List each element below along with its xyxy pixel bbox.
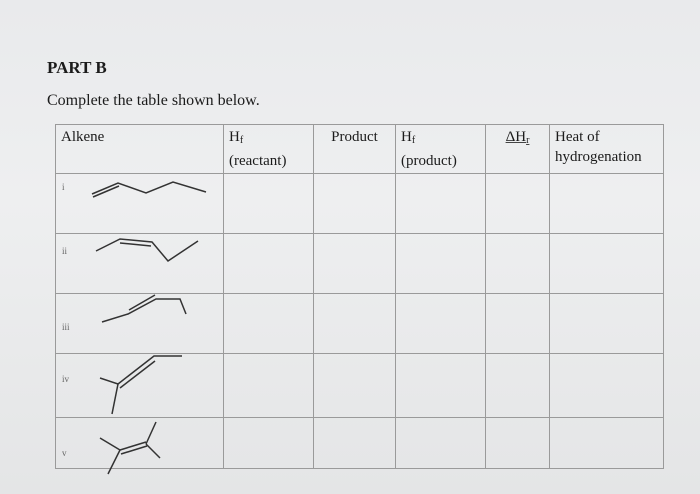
cell-delta-h[interactable] (486, 294, 550, 354)
cell-heat-of-hydrogenation[interactable] (550, 418, 664, 469)
cell-product[interactable] (314, 174, 396, 234)
alkene-structure-v (56, 418, 224, 478)
header-product (314, 125, 396, 174)
row-label: iv (62, 374, 70, 384)
table-row (56, 174, 664, 234)
alkene-table (55, 124, 664, 469)
alkene-structure-i (56, 174, 224, 234)
header-delta-h (486, 125, 550, 174)
cell-hf-reactant[interactable] (224, 174, 314, 234)
cell-product[interactable] (314, 418, 396, 469)
table-row (56, 234, 664, 294)
hf-symbol: H (401, 129, 412, 145)
cell-hf-reactant[interactable] (224, 418, 314, 469)
hf-product-note: (product) (401, 153, 457, 169)
cell-delta-h[interactable] (486, 234, 550, 294)
alkene-structure-ii (56, 234, 224, 294)
table-row (56, 354, 664, 418)
cell-product[interactable] (314, 294, 396, 354)
alkene-structure-iv (56, 354, 224, 418)
header-alkene-label: Alkene (61, 129, 105, 145)
cell-hf-product[interactable] (396, 354, 486, 418)
cell-hf-product[interactable] (396, 418, 486, 469)
hf-reactant-note: (reactant) (229, 153, 287, 169)
delta-h-subscript: r (526, 135, 530, 146)
cell-hf-product[interactable] (396, 294, 486, 354)
hf-symbol: H (229, 129, 240, 145)
alkene-cell-iii (56, 294, 224, 354)
row-label: iii (62, 322, 70, 332)
table-row (56, 294, 664, 354)
cell-delta-h[interactable] (486, 174, 550, 234)
cell-heat-of-hydrogenation[interactable] (550, 354, 664, 418)
cell-hf-product[interactable] (396, 234, 486, 294)
heat-line-2: hydrogenation (555, 149, 642, 165)
row-label: i (62, 182, 65, 192)
header-hf-reactant (224, 125, 314, 174)
hf-subscript: f (239, 135, 244, 146)
alkene-cell-iv (56, 354, 224, 418)
row-label: ii (62, 246, 68, 256)
row-label: v (62, 448, 67, 458)
cell-product[interactable] (314, 354, 396, 418)
header-alkene (56, 125, 224, 174)
header-heat-of-hydrogenation (550, 125, 664, 174)
cell-heat-of-hydrogenation[interactable] (550, 234, 664, 294)
cell-hf-reactant[interactable] (224, 294, 314, 354)
delta-h-symbol: ΔH (505, 129, 527, 145)
header-hf-product (396, 125, 486, 174)
cell-hf-reactant[interactable] (224, 354, 314, 418)
alkene-cell-v (56, 418, 224, 469)
alkene-cell-i (56, 174, 224, 234)
alkene-cell-ii (56, 234, 224, 294)
alkene-structure-iii (56, 294, 224, 354)
heat-line-1: Heat of (555, 129, 600, 145)
header-product-label: Product (331, 129, 378, 145)
cell-hf-product[interactable] (396, 174, 486, 234)
part-title: PART B (47, 58, 107, 77)
cell-product[interactable] (314, 234, 396, 294)
cell-heat-of-hydrogenation[interactable] (550, 174, 664, 234)
hf-subscript: f (411, 135, 416, 146)
cell-heat-of-hydrogenation[interactable] (550, 294, 664, 354)
table-row (56, 418, 664, 469)
instructions: Complete the table shown below. (47, 92, 260, 109)
cell-delta-h[interactable] (486, 418, 550, 469)
cell-hf-reactant[interactable] (224, 234, 314, 294)
cell-delta-h[interactable] (486, 354, 550, 418)
header-row (56, 125, 664, 174)
